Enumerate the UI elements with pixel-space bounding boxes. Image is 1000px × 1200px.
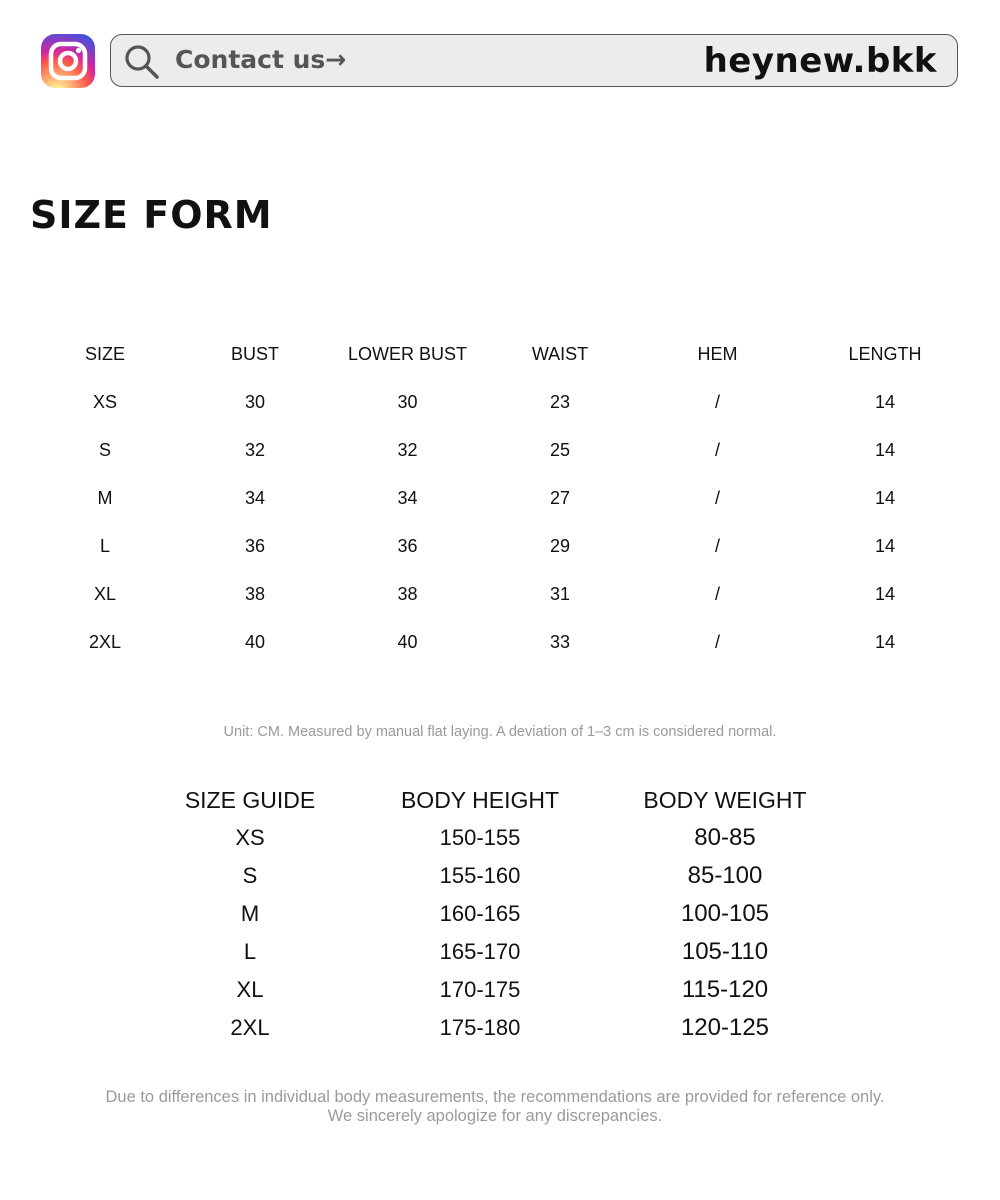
cell-hem: /: [714, 583, 720, 604]
cell-height: 165-170: [439, 939, 521, 964]
cell-bust: 36: [244, 535, 266, 556]
cell-lower-bust: 34: [397, 487, 418, 508]
contact-us-link[interactable]: Contact us→: [175, 45, 347, 74]
top-bar: [0, 0, 1000, 110]
cell-weight: 105-110: [681, 938, 769, 965]
size-measurement-table: [30, 330, 970, 666]
cell-bust: 38: [244, 583, 266, 604]
cell-hem: /: [714, 487, 720, 508]
cell-height: 170-175: [439, 977, 521, 1002]
table-header-row: [130, 781, 860, 819]
column-header-size-guide: SIZE GUIDE: [184, 786, 316, 813]
column-header-bust: BUST: [230, 343, 279, 364]
table-row: [30, 378, 970, 426]
cell-waist: 29: [549, 535, 571, 556]
cell-size: 2XL: [88, 631, 122, 652]
cell-height: 150-155: [439, 825, 521, 850]
cell-length: 14: [874, 583, 896, 604]
cell-lower-bust: 32: [397, 439, 418, 460]
cell-height: 160-165: [439, 901, 521, 926]
cell-lower-bust: 38: [397, 583, 418, 604]
table-row: [30, 474, 970, 522]
unit-note: Unit: CM. Measured by manual flat laying. A deviation of 1–3 cm is considered normal.: [223, 724, 777, 740]
table-header-row: [30, 330, 970, 378]
cell-lower-bust: 36: [397, 535, 418, 556]
cell-lower-bust: 30: [397, 391, 418, 412]
cell-size: L: [99, 535, 110, 556]
cell-weight: 115-120: [681, 976, 769, 1003]
cell-waist: 23: [549, 391, 571, 412]
column-header-waist: WAIST: [531, 343, 589, 364]
disclaimer-note: Due to differences in individual body measurements, the recommendations are provided for reference only. We sincerely apologize for any discrepancies.: [105, 1088, 885, 1125]
cell-hem: /: [714, 439, 720, 460]
cell-size: M: [97, 487, 113, 508]
cell-waist: 31: [549, 583, 571, 604]
cell-length: 14: [874, 631, 896, 652]
cell-lower-bust: 40: [397, 631, 418, 652]
table-row: [130, 857, 860, 895]
cell-hem: /: [714, 631, 720, 652]
instagram-icon[interactable]: [41, 34, 95, 88]
cell-waist: 27: [549, 487, 571, 508]
cell-bust: 34: [244, 487, 266, 508]
cell-size: 2XL: [230, 1015, 270, 1040]
cell-size: S: [242, 863, 258, 888]
cell-weight: 80-85: [694, 824, 756, 851]
cell-waist: 33: [549, 631, 571, 652]
table-row: [130, 971, 860, 1009]
column-header-body-weight: BODY WEIGHT: [643, 786, 807, 813]
column-header-length: LENGTH: [848, 343, 922, 364]
cell-length: 14: [874, 535, 896, 556]
cell-bust: 40: [244, 631, 266, 652]
size-guide-table: [130, 781, 860, 1047]
store-handle: heynew.bkk: [703, 41, 937, 81]
search-icon: [123, 43, 161, 81]
column-header-hem: HEM: [697, 343, 738, 364]
table-row: [130, 1009, 860, 1047]
column-header-size: SIZE: [84, 343, 125, 364]
table-row: [130, 819, 860, 857]
cell-height: 155-160: [439, 863, 521, 888]
cell-weight: 100-105: [680, 900, 770, 927]
cell-size: XS: [92, 391, 117, 412]
cell-size: XS: [235, 825, 265, 850]
page-title: SIZE FORM: [30, 193, 273, 237]
cell-bust: 30: [244, 391, 266, 412]
cell-size: S: [98, 439, 111, 460]
table-row: [30, 522, 970, 570]
cell-hem: /: [714, 535, 720, 556]
cell-size: XL: [93, 583, 117, 604]
cell-bust: 32: [244, 439, 266, 460]
cell-size: L: [243, 939, 257, 964]
cell-height: 175-180: [439, 1015, 521, 1040]
table-row: [30, 426, 970, 474]
table-row: [130, 933, 860, 971]
cell-hem: /: [714, 391, 720, 412]
table-row: [30, 570, 970, 618]
cell-length: 14: [874, 439, 896, 460]
table-row: [30, 618, 970, 666]
cell-waist: 25: [549, 439, 571, 460]
column-header-body-height: BODY HEIGHT: [400, 786, 560, 813]
cell-length: 14: [874, 487, 896, 508]
column-header-lower-bust: LOWER BUST: [347, 343, 467, 364]
search-bar[interactable]: [110, 34, 958, 87]
cell-length: 14: [874, 391, 896, 412]
cell-weight: 85-100: [687, 862, 763, 889]
cell-weight: 120-125: [680, 1014, 770, 1041]
cell-size: M: [240, 901, 260, 926]
cell-size: XL: [236, 977, 264, 1002]
table-row: [130, 895, 860, 933]
